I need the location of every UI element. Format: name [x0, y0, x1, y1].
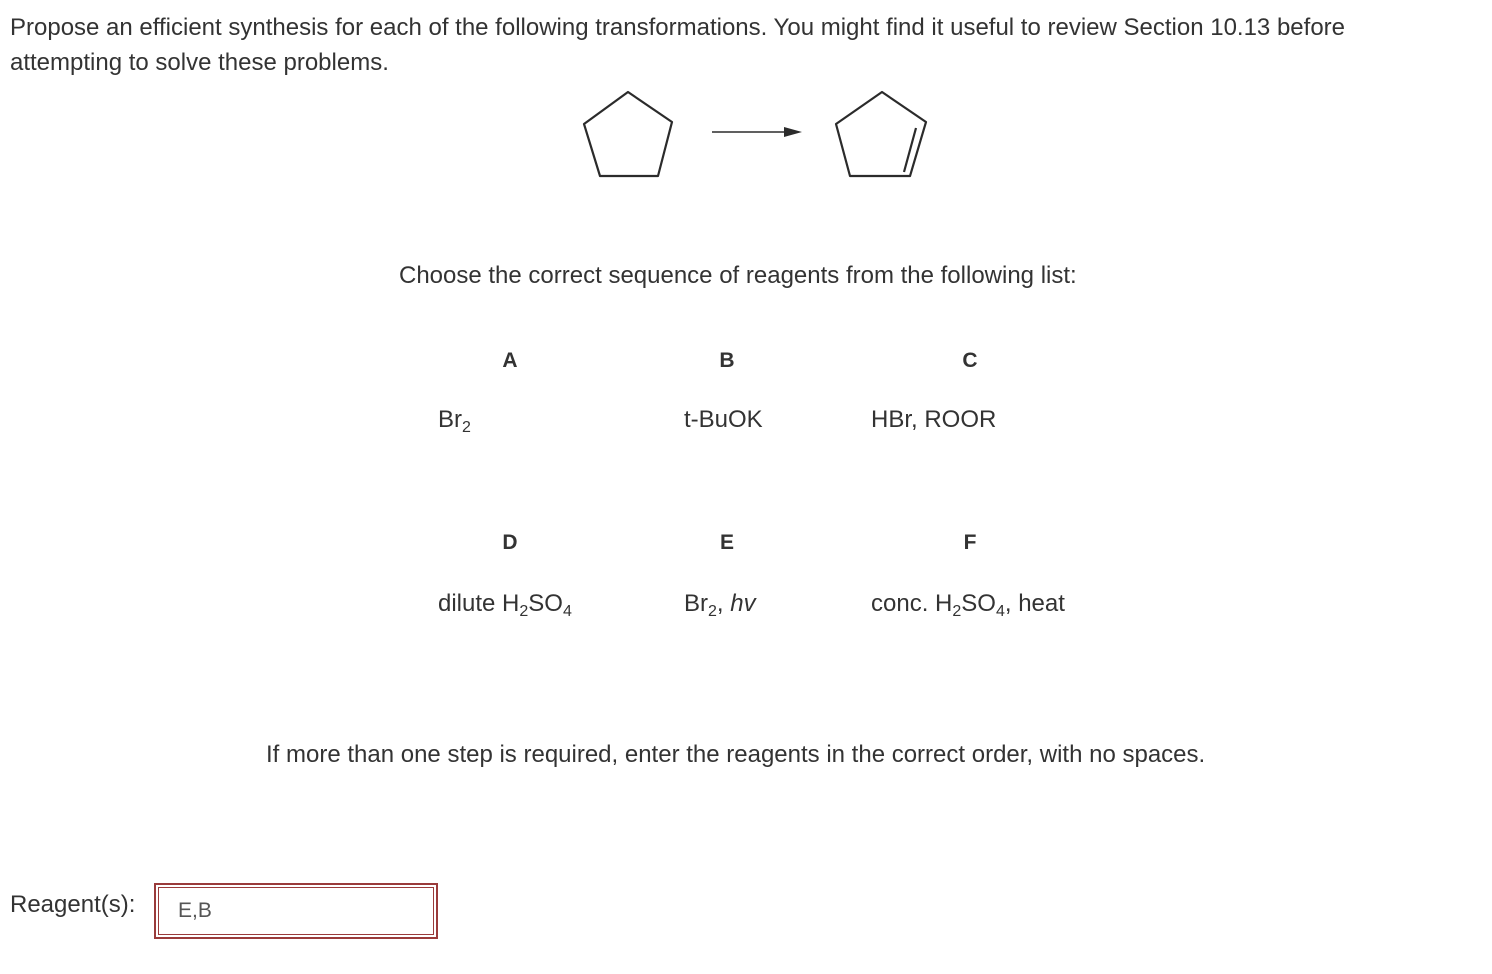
reaction-scheme [570, 84, 940, 184]
reagent-f-sub: 2 [952, 603, 962, 620]
reagent-f-text: conc. H [871, 590, 953, 617]
reagent-letter-a: A [502, 349, 518, 372]
reagent-b-text: t-BuOK [684, 406, 763, 433]
reagent-letter-f: F [963, 531, 977, 554]
cyclopentane-structure [584, 92, 672, 176]
reagent-e [684, 590, 756, 618]
question-prompt: Propose an efficient synthesis for each of the following transformations. You might find it useful to review Section 10.13 before attempting to solve these problems. [10, 14, 1345, 76]
reagent-f-text-3: , heat [1004, 590, 1065, 617]
reagent-a [438, 406, 471, 434]
cyclopentene-structure [836, 92, 926, 176]
reagent-d-sub-2: 4 [562, 603, 572, 620]
reaction-arrow-icon [712, 127, 802, 137]
reagent-d-text: dilute H [438, 590, 520, 617]
reagent-c [871, 406, 996, 434]
reagent-d [438, 590, 572, 618]
reagents-answer-field [154, 883, 438, 939]
reagent-e-sub: 2 [708, 603, 717, 620]
reagent-f-text-2: SO [961, 590, 996, 617]
reagent-e-text-2: , [716, 590, 731, 617]
reagent-a-text: Br [438, 406, 462, 433]
reagent-c-text: HBr, ROOR [871, 406, 997, 433]
reagent-f [871, 590, 1065, 618]
reagent-letter-d: D [502, 531, 518, 554]
reagent-a-sub: 2 [462, 419, 471, 436]
reagent-b [684, 406, 763, 434]
reagent-letter-b: B [719, 349, 735, 372]
reagent-e-italic: hv [730, 590, 756, 617]
reagent-letter-c: C [962, 349, 978, 372]
reagents-answer-label: Reagent(s): [10, 891, 136, 918]
reagent-letter-e: E [719, 531, 735, 554]
reagent-d-text-2: SO [528, 590, 563, 617]
reagent-d-sub: 2 [519, 603, 529, 620]
reagent-f-sub-2: 4 [995, 603, 1005, 620]
order-instruction: If more than one step is required, enter the reagents in the correct order, with no spaces. [266, 741, 1206, 768]
instruction-text: Choose the correct sequence of reagents from the following list: [399, 262, 1077, 289]
reagent-e-text: Br [684, 590, 708, 617]
reagents-answer-input[interactable] [158, 887, 434, 935]
